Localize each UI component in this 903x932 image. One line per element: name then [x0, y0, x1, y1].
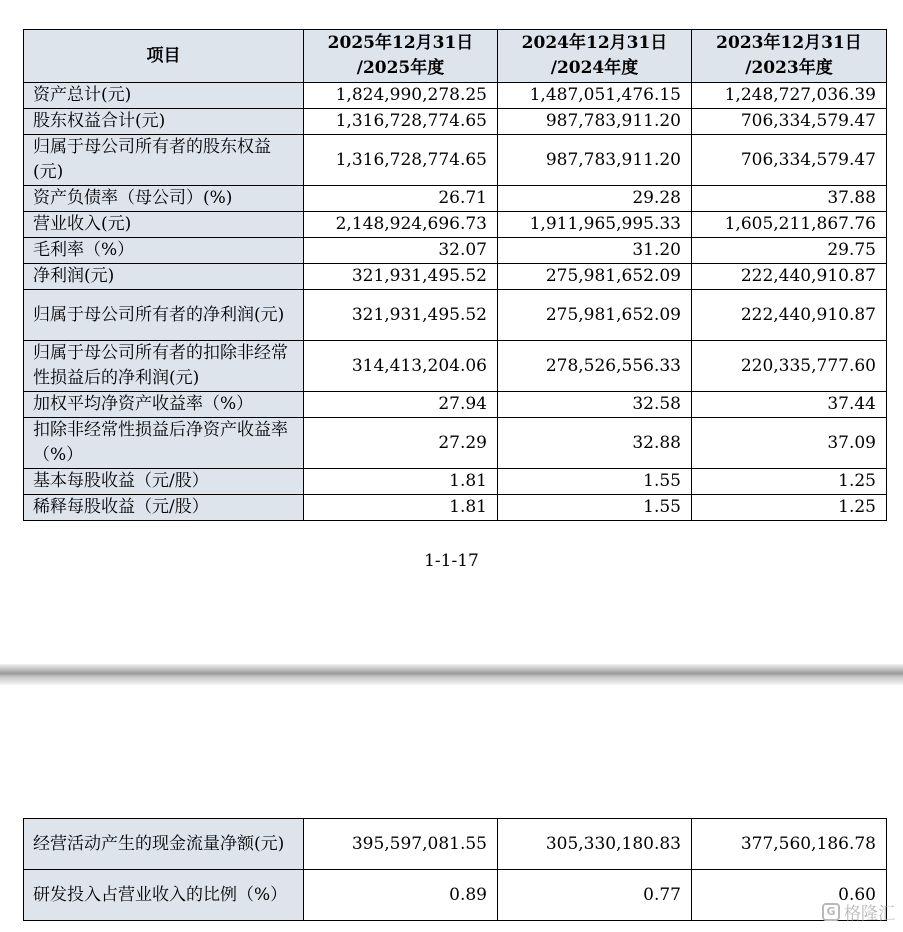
value-2024: 278,526,556.33 — [498, 341, 692, 392]
row-label: 净利润(元) — [24, 264, 304, 290]
page-separator — [0, 664, 903, 685]
row-label: 股东权益合计(元) — [24, 109, 304, 135]
value-2024: 305,330,180.83 — [498, 819, 692, 870]
value-2023: 706,334,579.47 — [692, 135, 887, 186]
header-item: 项目 — [24, 30, 304, 83]
value-2024: 987,783,911.20 — [498, 109, 692, 135]
row-label: 经营活动产生的现金流量净额(元) — [24, 819, 304, 870]
row-label: 加权平均净资产收益率（%） — [24, 392, 304, 418]
table-row — [24, 135, 887, 186]
financial-summary-table-continued — [23, 818, 887, 921]
value-2024: 0.77 — [498, 870, 692, 921]
value-2023: 1.25 — [692, 469, 887, 495]
row-label: 营业收入(元) — [24, 212, 304, 238]
watermark — [822, 899, 895, 924]
value-2025: 395,597,081.55 — [304, 819, 498, 870]
value-2023: 220,335,777.60 — [692, 341, 887, 392]
value-2024: 987,783,911.20 — [498, 135, 692, 186]
value-2024: 29.28 — [498, 186, 692, 212]
value-2024: 1,911,965,995.33 — [498, 212, 692, 238]
table-row — [24, 186, 887, 212]
value-2024: 1.55 — [498, 495, 692, 521]
table-row — [24, 264, 887, 290]
value-2025: 321,931,495.52 — [304, 290, 498, 341]
value-2023: 1.25 — [692, 495, 887, 521]
table-row — [24, 290, 887, 341]
value-2025: 1,824,990,278.25 — [304, 83, 498, 109]
row-label: 基本每股收益（元/股） — [24, 469, 304, 495]
watermark-text: 格隆汇 — [844, 904, 895, 924]
row-label: 归属于母公司所有者的扣除非经常性损益后的净利润(元) — [24, 341, 304, 392]
value-2023: 37.09 — [692, 418, 887, 469]
row-label: 归属于母公司所有者的股东权益(元) — [24, 135, 304, 186]
table-row — [24, 109, 887, 135]
row-label: 归属于母公司所有者的净利润(元) — [24, 290, 304, 341]
table-row — [24, 495, 887, 521]
value-2025: 321,931,495.52 — [304, 264, 498, 290]
value-2025: 1.81 — [304, 469, 498, 495]
value-2023: 29.75 — [692, 238, 887, 264]
table-row — [24, 212, 887, 238]
value-2024: 1,487,051,476.15 — [498, 83, 692, 109]
value-2023: 0.60 — [692, 870, 887, 921]
table-row — [24, 870, 887, 921]
table-row — [24, 341, 887, 392]
table-header-row — [24, 30, 887, 83]
value-2023: 37.88 — [692, 186, 887, 212]
value-2025: 1,316,728,774.65 — [304, 135, 498, 186]
page-number: 1-1-17 — [424, 551, 479, 571]
value-2025: 2,148,924,696.73 — [304, 212, 498, 238]
row-label: 资产负债率（母公司）(%) — [24, 186, 304, 212]
value-2025: 27.94 — [304, 392, 498, 418]
value-2025: 27.29 — [304, 418, 498, 469]
table-row — [24, 819, 887, 870]
table-row — [24, 469, 887, 495]
value-2025: 26.71 — [304, 186, 498, 212]
value-2024: 1.55 — [498, 469, 692, 495]
value-2024: 32.58 — [498, 392, 692, 418]
value-2023: 222,440,910.87 — [692, 264, 887, 290]
value-2023: 222,440,910.87 — [692, 290, 887, 341]
row-label: 毛利率（%） — [24, 238, 304, 264]
gelonghui-logo-icon: G — [822, 903, 840, 921]
value-2025: 0.89 — [304, 870, 498, 921]
row-label: 研发投入占营业收入的比例（%） — [24, 870, 304, 921]
row-label: 资产总计(元) — [24, 83, 304, 109]
header-2023: 2023年12月31日 /2023年度 — [692, 30, 887, 83]
table-row — [24, 392, 887, 418]
value-2024: 275,981,652.09 — [498, 264, 692, 290]
value-2025: 32.07 — [304, 238, 498, 264]
header-2024: 2024年12月31日 /2024年度 — [498, 30, 692, 83]
value-2023: 1,248,727,036.39 — [692, 83, 887, 109]
row-label: 稀释每股收益（元/股） — [24, 495, 304, 521]
value-2024: 31.20 — [498, 238, 692, 264]
table-row — [24, 418, 887, 469]
value-2024: 275,981,652.09 — [498, 290, 692, 341]
row-label: 扣除非经常性损益后净资产收益率（%） — [24, 418, 304, 469]
value-2023: 706,334,579.47 — [692, 109, 887, 135]
value-2025: 314,413,204.06 — [304, 341, 498, 392]
header-2025: 2025年12月31日 /2025年度 — [304, 30, 498, 83]
value-2023: 37.44 — [692, 392, 887, 418]
value-2025: 1.81 — [304, 495, 498, 521]
financial-summary-table — [23, 29, 887, 521]
table-row — [24, 238, 887, 264]
value-2025: 1,316,728,774.65 — [304, 109, 498, 135]
table-row — [24, 83, 887, 109]
value-2024: 32.88 — [498, 418, 692, 469]
value-2023: 1,605,211,867.76 — [692, 212, 887, 238]
value-2023: 377,560,186.78 — [692, 819, 887, 870]
